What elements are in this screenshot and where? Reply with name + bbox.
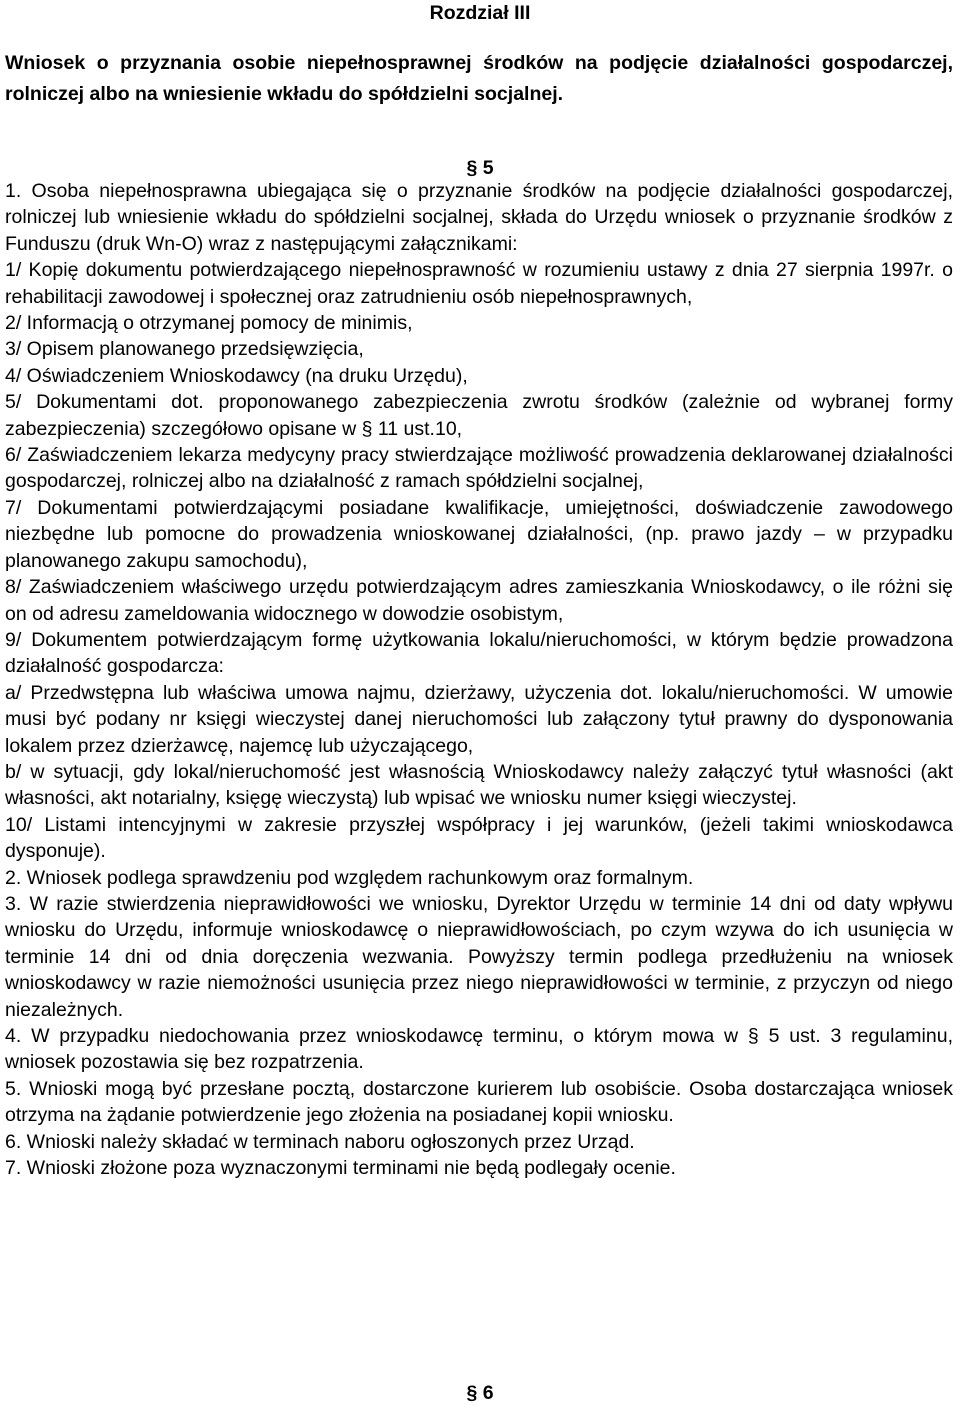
paragraph-item: 2/ Informacją o otrzymanej pomocy de minimis, — [5, 312, 413, 335]
paragraph-item: 4/ Oświadczeniem Wnioskodawcy (na druku Urzędu), — [5, 364, 468, 387]
paragraph-item: 5/ Dokumentami dot. proponowanego zabezpieczenia zwrotu środków (zależnie od wybranej formy zabezpieczenia) szczegółowo opisane w § 11 ust.10, — [5, 391, 953, 440]
section-heading-6: § 6 — [466, 1382, 494, 1404]
paragraph-item: 7. Wnioski złożone poza wyznaczonymi terminami nie będą podlegały ocenie. — [5, 1157, 676, 1180]
paragraph-item: 1/ Kopię dokumentu potwierdzającego niepełnosprawność w rozumieniu ustawy z dnia 27 sierpnia 1997r. o rehabilitacji zawodowej i społecznej oraz zatrudnieniu osób niepełnosprawnych, — [5, 259, 953, 308]
paragraph-item: 8/ Zaświadczeniem właściwego urzędu potwierdzającym adres zamieszkania Wnioskodawcy, o ile różni się on od adresu zameldowania widocznego w dowodzie osobistym, — [5, 576, 953, 625]
paragraph-item: 5. Wnioski mogą być przesłane pocztą, dostarczone kurierem lub osobiście. Osoba dostarczająca wniosek otrzyma na żądanie potwierdzenie jego złożenia na posiadanej kopii wniosku. — [5, 1077, 953, 1127]
paragraph-item: 3. W razie stwierdzenia nieprawidłowości we wniosku, Dyrektor Urzędu w terminie 14 dni od daty wpływu wniosku do Urzędu, informuje wnioskodawcę o nieprawidłowościach, po czym wzywa do ich usunięcia w terminie 14 dni od dnia doręczenia wezwania. Powyższy termin podlega przedłużeniu na wniosek wnioskodawcy w razie niemożności usunięcia przez niego nieprawidłowości w terminie, z przyczyn od niego niezależnych. — [5, 892, 953, 1021]
paragraph-item: 3/ Opisem planowanego przedsięwzięcia, — [5, 338, 364, 361]
paragraph-item: 4. W przypadku niedochowania przez wnioskodawcę terminu, o którym mowa w § 5 ust. 3 regulaminu, wniosek pozostawia się bez rozpatrzenia. — [5, 1025, 953, 1074]
paragraph-item: 10/ Listami intencyjnymi w zakresie przyszłej współpracy i jej warunków, (jeżeli takimi wnioskodawca dysponuje). — [5, 813, 953, 863]
chapter-heading: Rozdział III — [429, 2, 531, 24]
paragraph-item: 6. Wnioski należy składać w terminach naboru ogłoszonych przez Urząd. — [5, 1130, 635, 1153]
paragraph-item: a/ Przedwstępna lub właściwa umowa najmu, dzierżawy, użyczenia dot. lokalu/nieruchomości. W umowie musi być podany nr księgi wieczystej danej nieruchomości lub załączony tytuł prawny do dysponowania lokalem przez dzierżawcę, najemcę lub użyczającego, — [5, 681, 953, 757]
paragraph-item: 6/ Zaświadczeniem lekarza medycyny pracy stwierdzające możliwość prowadzenia deklarowanej działalności gospodarczej, rolniczej albo na działalność z ramach spółdzielni socjalnej, — [5, 444, 953, 493]
paragraph-item: 7/ Dokumentami potwierdzającymi posiadane kwalifikacje, umiejętności, doświadczenie zawodowego niezbędne lub pomocne do prowadzenia wnioskowanej działalności, (np. prawo jazdy – w przypadku planowanego zakupu samochodu), — [5, 496, 953, 572]
section-body — [5, 178, 953, 1181]
paragraph-item: 1. Osoba niepełnosprawna ubiegająca się o przyznanie środków na podjęcie działalności gospodarczej, rolniczej lub wniesienie wkładu do spółdzielni socjalnej, składa do Urzędu wniosek o przyznanie środków z Funduszu (druk Wn-O) wraz z następującymi załącznikami: — [5, 180, 953, 255]
paragraph-item: 9/ Dokumentem potwierdzającym formę użytkowania lokalu/nieruchomości, w którym będzie prowadzona działalność gospodarcza: — [5, 628, 953, 678]
paragraph-item: 2. Wniosek podlega sprawdzeniu pod względem rachunkowym oraz formalnym. — [5, 866, 694, 889]
chapter-title: Wniosek o przyznania osobie niepełnosprawnej środków na podjęcie działalności gospodarczej, rolniczej albo na wniesienie wkładu do spółdzielni socjalnej. — [5, 52, 953, 105]
section-heading-5: § 5 — [466, 157, 494, 179]
paragraph-item: b/ w sytuacji, gdy lokal/nieruchomość jest własnością Wnioskodawcy należy załączyć tytuł własności (akt własności, akt notarialny, księgę wieczystą) lub wpisać we wniosku numer księgi wieczystej. — [5, 760, 953, 810]
